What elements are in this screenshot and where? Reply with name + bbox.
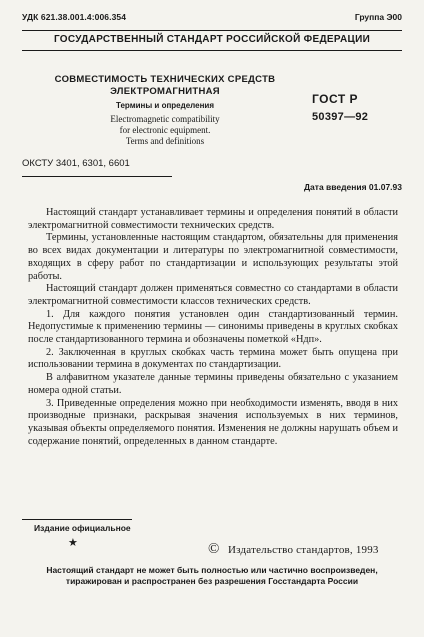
okstu-rule (22, 176, 172, 177)
body-paragraph: В алфавитном указателе данные термины приведены обязательно с указанием номера одной статьи. (28, 372, 398, 396)
notice-line: тиражирован и распространен без разрешения Госстандарта России (65, 576, 359, 586)
okstu-codes: ОКСТУ 3401, 6301, 6601 (22, 158, 130, 169)
reproduction-notice (22, 565, 402, 587)
body-paragraph: Термины, установленные настоящим стандартом, обязательны для применения во всех видах документации и литературы по электромагнитной совместимости, входящих в сферу работ по стандартизации и использующих результаты этой работы. (28, 232, 398, 282)
document-title (40, 74, 290, 98)
udc-code: УДК 621.38.001.4:006.354 (22, 12, 127, 22)
official-edition-label: Издание официальное (34, 523, 131, 533)
body-paragraph: 3. Приведенные определения можно при необходимости изменять, вводя в них производные признаки, раскрывая значения используемых в них терминов, указывая объекты определяемого понятия. Изменения не должны нарушать объем и содержание понятий, определенных в данном стандарте. (28, 397, 398, 447)
header-rule (22, 50, 402, 51)
document-subtitle: Термины и определения (115, 101, 214, 110)
english-title-line: Terms and definitions (125, 136, 205, 146)
document-title-english (40, 114, 290, 147)
body-paragraph: 1. Для каждого понятия установлен один стандартизованный термин. Недопустимые к применению термины — синонимы приведены в круглых скобках после стандартизованного термина и обозначены пометкой «Ндп». (28, 308, 398, 346)
body-paragraph: Настоящий стандарт устанавливает термины и определения понятий в области электромагнитной совместимости технических средств. (28, 207, 398, 231)
gost-label: ГОСТ Р (312, 92, 359, 106)
introduction-date: Дата введения 01.07.93 (304, 182, 402, 192)
gost-number: 50397—92 (312, 111, 369, 123)
body-paragraph: Настоящий стандарт должен применяться совместно со стандартами в области электромагнитной совместимости классов технических средств. (28, 283, 398, 307)
body-text (28, 207, 398, 448)
document-title-line: ЭЛЕКТРОМАГНИТНАЯ (110, 86, 220, 97)
notice-line: Настоящий стандарт не может быть полностью или частично воспроизведен, (46, 565, 378, 575)
footer-rule (22, 519, 132, 520)
document-title-line: СОВМЕСТИМОСТЬ ТЕХНИЧЕСКИХ СРЕДСТВ (54, 74, 276, 85)
star-icon: ★ (68, 537, 78, 549)
standard-title: ГОСУДАРСТВЕННЫЙ СТАНДАРТ РОССИЙСКОЙ ФЕДЕРАЦИИ (53, 34, 371, 45)
english-title-line: Electromagnetic compatibility (110, 114, 220, 124)
copyright-icon: © (208, 541, 220, 557)
body-paragraph: 2. Заключенная в круглых скобках часть термина может быть опущена при использовании термина в документах по стандартизации. (28, 346, 398, 371)
group-code: Группа Э00 (354, 12, 402, 22)
english-title-line: for electronic equipment. (119, 125, 211, 135)
top-rule (22, 30, 402, 31)
copyright-text: Издательство стандартов, 1993 (228, 544, 379, 556)
